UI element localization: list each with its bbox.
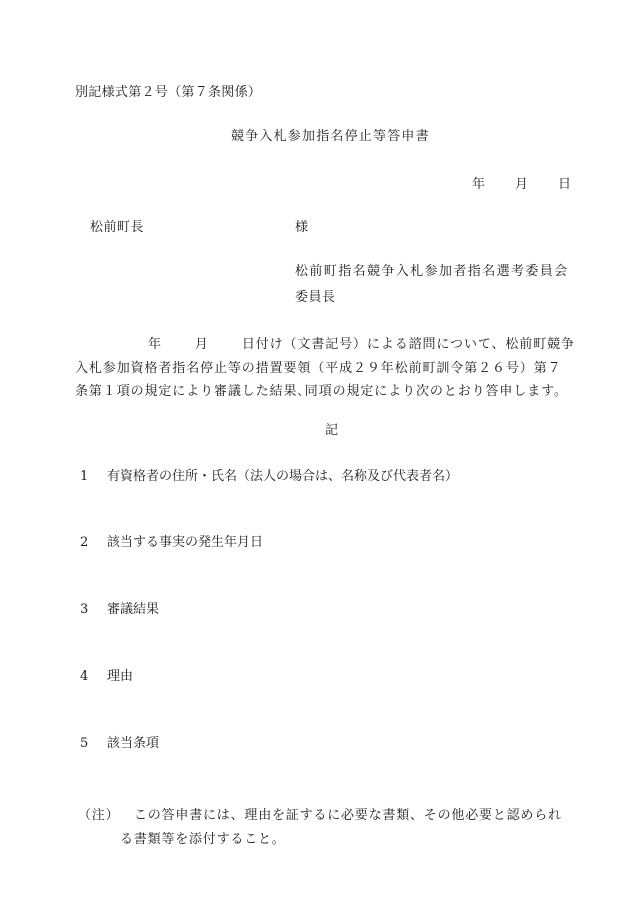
item-number: 1: [80, 469, 89, 484]
date-line: [472, 178, 571, 191]
item-number: 3: [80, 602, 89, 617]
sender-role: 委員長: [295, 290, 336, 305]
list-item: [80, 737, 159, 750]
date-day-label: 日: [558, 177, 572, 192]
honorific: 様: [295, 220, 309, 235]
note-line-2: る書類等を添付すること。: [120, 832, 286, 847]
note-line-1: この答申書には、理由を証するに必要な書類、その他必要と認められ: [134, 808, 562, 823]
date-month-label: 月: [515, 177, 529, 192]
body-line-2: 入札参加資格者指名停止等の措置要領（平成２９年松前町訓令第２６号）第７: [75, 360, 562, 376]
date-year-label: 年: [472, 177, 486, 192]
item-number: 2: [80, 535, 89, 550]
note-mark: （注）: [78, 808, 120, 823]
item-number: 4: [80, 669, 89, 684]
list-item: [80, 536, 263, 549]
body-paragraph: [75, 333, 590, 404]
item-number: 5: [80, 736, 89, 751]
ki-heading: 記: [325, 423, 339, 438]
body-line-1-text: 日付け（文書記号）による諮問について、松前町競争: [241, 337, 575, 352]
body-line-3: 条第１項の規定により審議した結果､同項の規定により次のとおり答申します。: [75, 384, 568, 399]
item-text: 理由: [107, 669, 134, 684]
item-text: 該当する事実の発生年月日: [107, 535, 264, 550]
document-title: 競争入札参加指名停止等答申書: [231, 129, 430, 144]
sender-organization: 松前町指名競争入札参加者指名選考委員会: [295, 264, 569, 279]
list-item: [80, 470, 458, 483]
item-text: 有資格者の住所・氏名（法人の場合は、名称及び代表者名）: [107, 469, 459, 484]
item-text: 審議結果: [107, 602, 160, 617]
addressee: 松前町長: [90, 220, 145, 235]
list-item: [80, 670, 133, 683]
form-label: 別記様式第２号（第７条関係）: [75, 85, 262, 100]
body-month-label: 月: [194, 337, 209, 352]
body-year-label: 年: [148, 337, 162, 352]
list-item: [80, 603, 159, 616]
item-text: 該当条項: [107, 736, 160, 751]
body-line-1: [75, 333, 590, 357]
